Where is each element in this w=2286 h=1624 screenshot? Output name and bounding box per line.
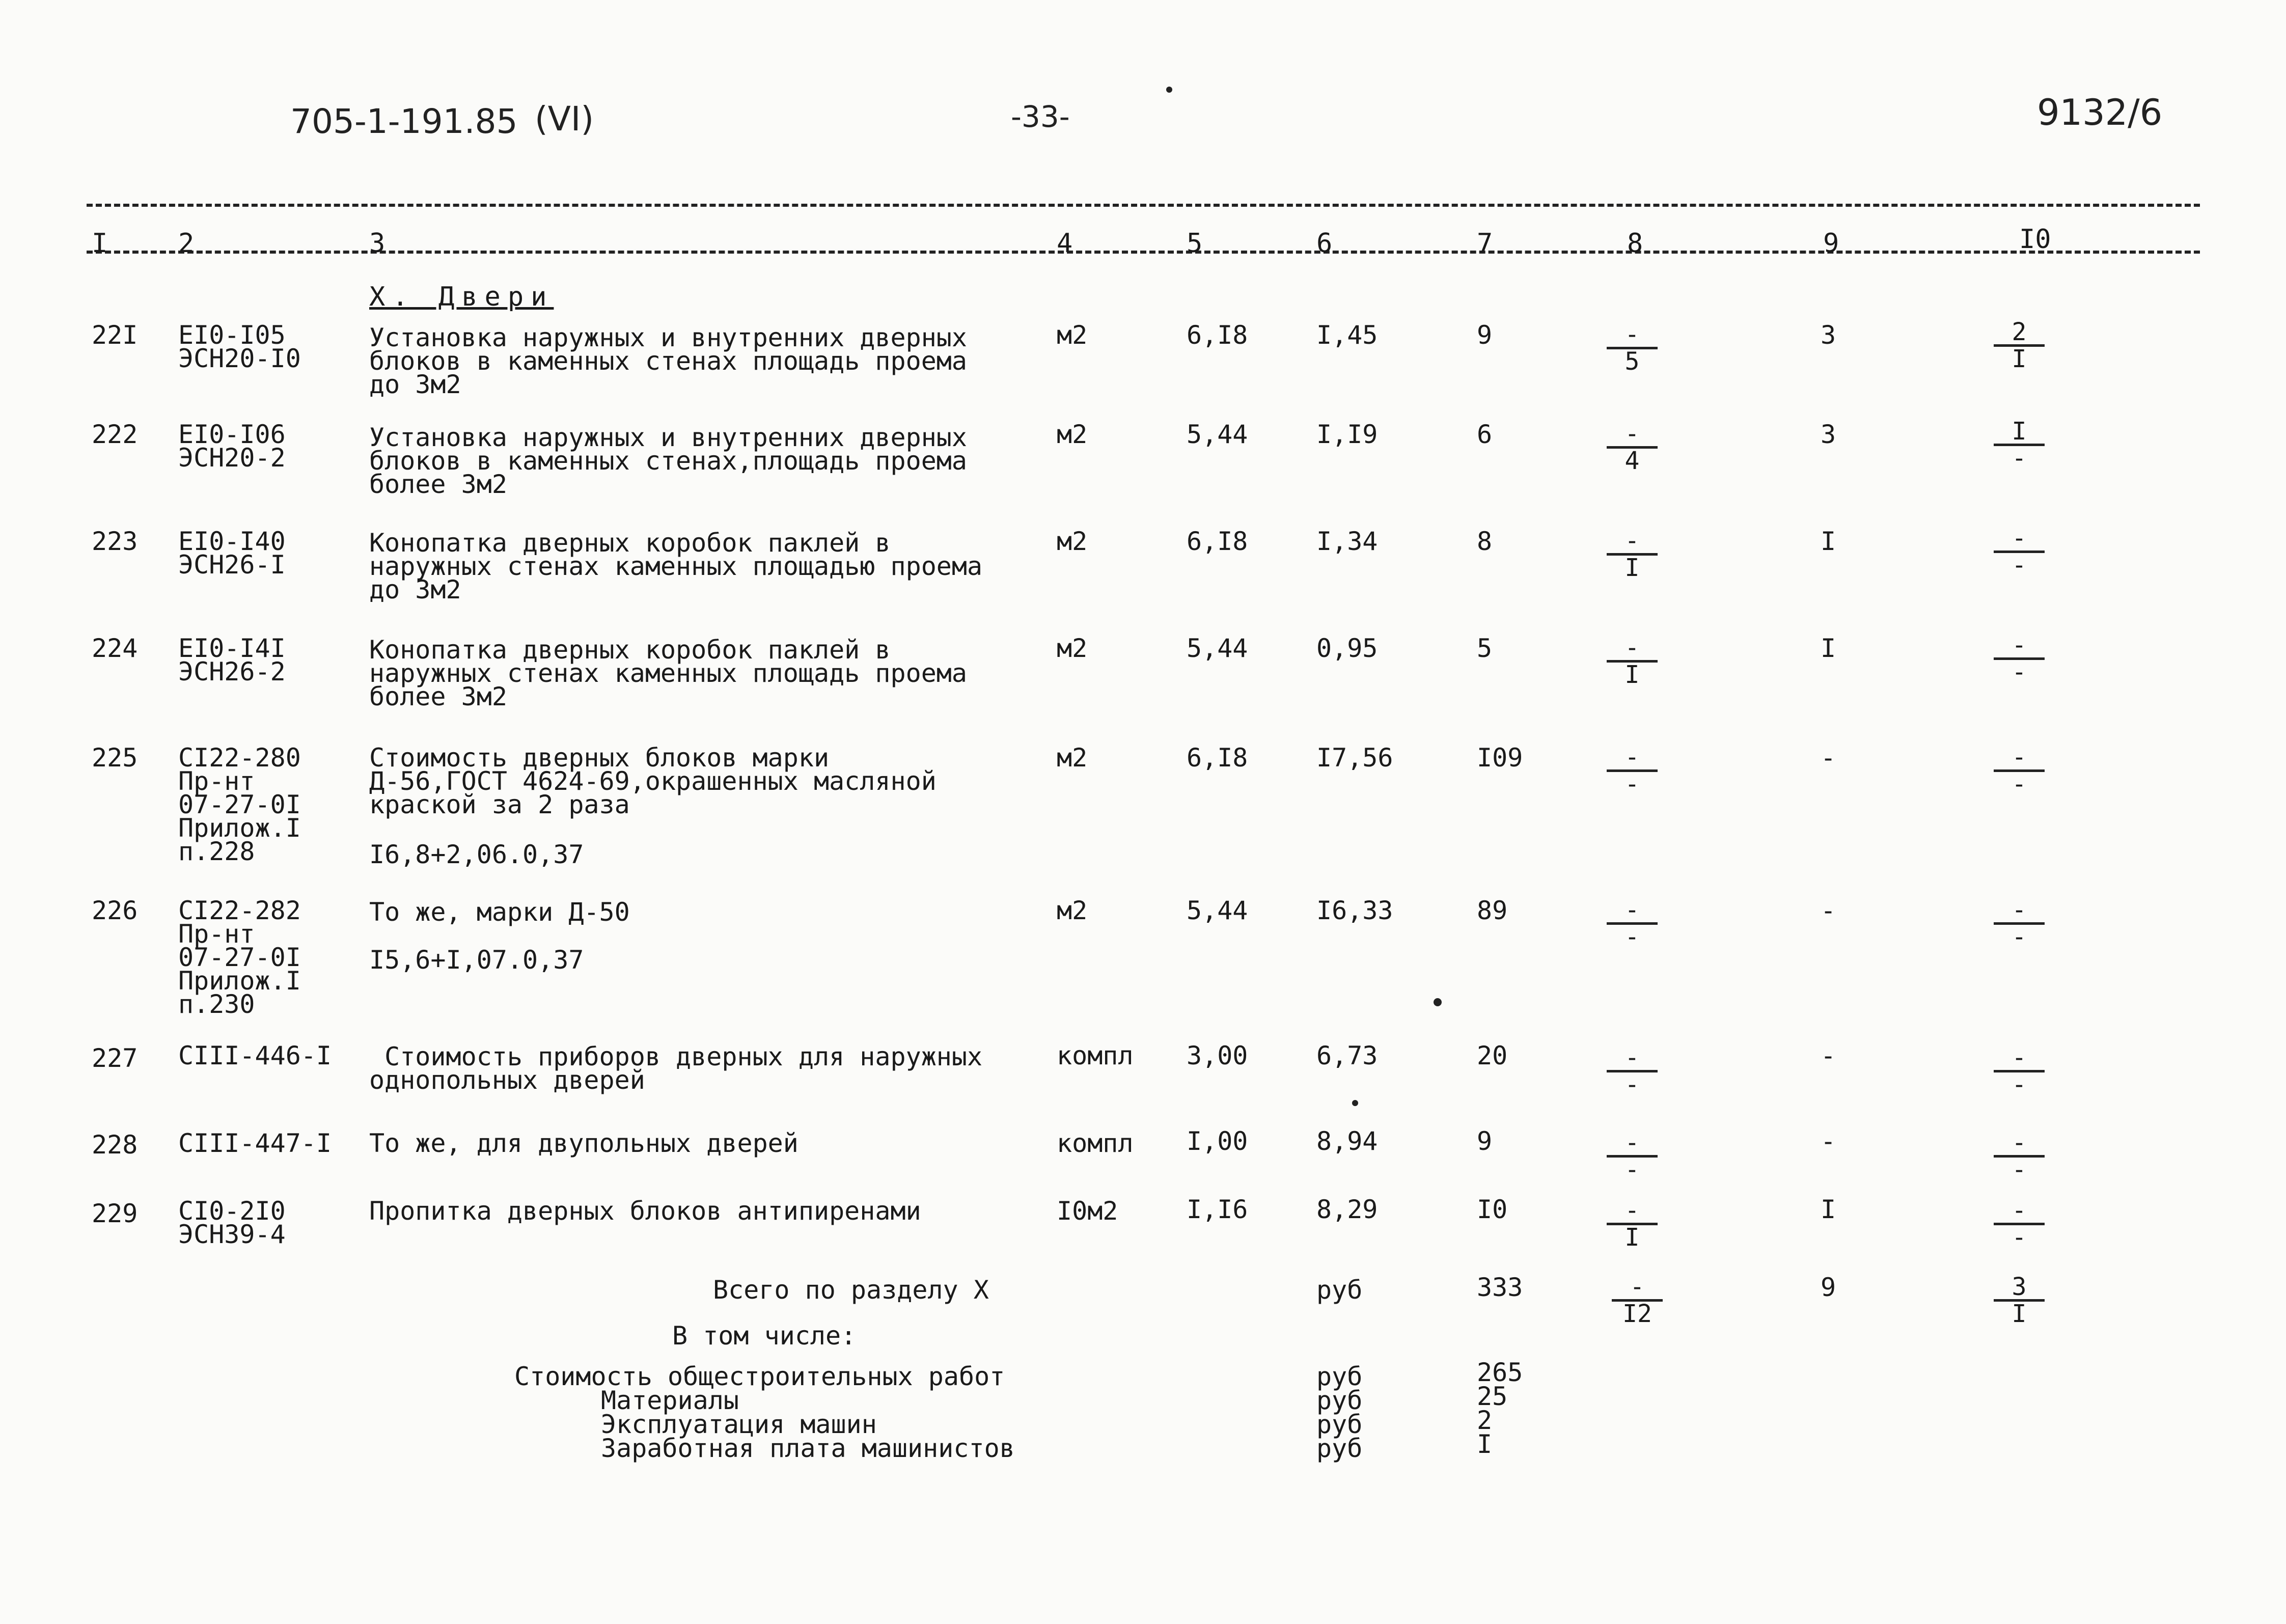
col8-denominator: - — [1624, 770, 1640, 799]
column-header-5: 5 — [1187, 228, 1203, 259]
col8-denominator: I — [1624, 554, 1640, 582]
column-header-1: I — [92, 228, 108, 259]
column-header-3: 3 — [369, 228, 385, 259]
col9-value: - — [1821, 896, 1836, 925]
norm-code: EI0-I4I ЭСН26-2 — [178, 634, 286, 686]
col10-denominator: - — [2012, 444, 2027, 473]
col9-value: - — [1821, 743, 1836, 773]
price-formula: I5,6+I,07.0,37 — [369, 945, 584, 975]
col10-denominator: - — [2012, 1223, 2027, 1252]
work-description: Установка наружных и внутренних дверных блоков в каменных стенах,площадь проема более 3м2 — [369, 423, 967, 499]
col8-fraction — [1607, 743, 1658, 799]
col9-value: - — [1821, 1041, 1836, 1070]
col10-fraction — [1994, 417, 2045, 473]
norm-code: EI0-I05 ЭСН20-I0 — [178, 320, 301, 373]
col9-value: I — [1821, 634, 1836, 663]
col8-numerator: - — [1624, 1128, 1640, 1157]
unit: компл — [1057, 1128, 1134, 1158]
col8-denominator: - — [1624, 1070, 1640, 1099]
work-description: Стоимость приборов дверных для наружных однопольных дверей — [369, 1042, 983, 1095]
col10-numerator: 2 — [2012, 318, 2027, 346]
column-header-4: 4 — [1057, 228, 1073, 259]
work-description: То же, марки Д-50 — [369, 897, 630, 927]
col8-denominator: 5 — [1624, 347, 1640, 376]
section-total-unit: руб — [1316, 1275, 1363, 1305]
unit: I0м2 — [1057, 1196, 1118, 1226]
breakdown-value: I — [1477, 1429, 1493, 1459]
col10-denominator: I — [2012, 345, 2027, 373]
column-header-2: 2 — [178, 228, 195, 259]
col9-value: - — [1821, 1126, 1836, 1156]
header-bottom-rule — [87, 251, 2200, 254]
work-description: Пропитка дверных блоков антипиренами — [369, 1196, 921, 1226]
row-number: 226 — [92, 896, 138, 925]
unit-price: 8,94 — [1316, 1126, 1378, 1156]
col8-fraction — [1607, 1043, 1658, 1099]
row-number: 224 — [92, 634, 138, 663]
row-number: 229 — [92, 1199, 138, 1228]
unit: м2 — [1057, 743, 1088, 773]
col10-fraction — [1994, 631, 2045, 686]
norm-code: CI0-2I0 ЭСН39-4 — [178, 1196, 286, 1249]
unit: м2 — [1057, 420, 1088, 449]
row-number: 223 — [92, 527, 138, 556]
unit-price: I,I9 — [1316, 420, 1378, 449]
unit-price: I7,56 — [1316, 743, 1393, 773]
unit-price: I,34 — [1316, 527, 1378, 556]
col8-denominator: - — [1624, 1155, 1640, 1184]
total-cost: I0 — [1477, 1195, 1508, 1224]
breakdown-unit: руб — [1316, 1410, 1363, 1439]
col8-fraction — [1607, 634, 1658, 689]
quantity: 3,00 — [1187, 1041, 1248, 1070]
norm-code: CI22-282 Пр-нт 07-27-0I Прилож.I п.230 — [178, 896, 301, 1019]
work-description: Установка наружных и внутренних дверных блоков в каменных стенах площадь проема до 3м2 — [369, 323, 967, 399]
total-cost: 5 — [1477, 634, 1493, 663]
quantity: 5,44 — [1187, 634, 1248, 663]
column-header-9: 9 — [1823, 228, 1839, 259]
unit-price: 0,95 — [1316, 634, 1378, 663]
col8-fraction — [1607, 320, 1658, 376]
col8-numerator: - — [1624, 320, 1640, 349]
unit-price: I,45 — [1316, 320, 1378, 350]
total-cost: 20 — [1477, 1041, 1508, 1070]
col9-value: 3 — [1821, 320, 1836, 350]
col10-numerator: - — [2012, 1128, 2027, 1157]
norm-code: EI0-I06 ЭСН20-2 — [178, 420, 286, 473]
total-cost: 9 — [1477, 1126, 1493, 1156]
unit-price: 6,73 — [1316, 1041, 1378, 1070]
norm-code: CIII-446-I — [178, 1041, 332, 1070]
col10-denominator: - — [2012, 1070, 2027, 1099]
total-cost: 8 — [1477, 527, 1493, 556]
col8-fraction — [1607, 1128, 1658, 1184]
col8-numerator: - — [1624, 896, 1640, 924]
col10-denominator: - — [2012, 551, 2027, 580]
breakdown-label: Эксплуатация машин — [601, 1410, 877, 1439]
col10-denominator: - — [2012, 658, 2027, 686]
col9-value: I — [1821, 527, 1836, 556]
quantity: 6,I8 — [1187, 527, 1248, 556]
breakdown-value: 265 — [1477, 1358, 1523, 1387]
total-col9-value: 9 — [1821, 1273, 1836, 1302]
column-header-8: 8 — [1627, 228, 1643, 259]
quantity: 6,I8 — [1187, 743, 1248, 773]
col8-fraction — [1607, 896, 1658, 951]
col8-denominator: I — [1624, 660, 1640, 689]
unit-price: I6,33 — [1316, 896, 1393, 925]
col10-fraction — [1994, 743, 2045, 799]
column-header-7: 7 — [1477, 228, 1493, 259]
work-description: То же, для двупольных дверей — [369, 1128, 798, 1158]
col8-denominator: I2 — [1622, 1300, 1652, 1328]
col10-fraction — [1994, 318, 2045, 373]
unit: м2 — [1057, 896, 1088, 925]
col10-denominator: - — [2012, 923, 2027, 951]
breakdown-label: Материалы — [601, 1386, 739, 1415]
row-number: 227 — [92, 1043, 138, 1073]
col8-fraction — [1607, 420, 1658, 475]
work-description: Конопатка дверных коробок паклей в наружных стенах каменных площадь проема более 3м2 — [369, 635, 967, 711]
row-number: 222 — [92, 420, 138, 449]
col10-fraction — [1994, 524, 2045, 580]
quantity: 5,44 — [1187, 420, 1248, 449]
norm-code: CI22-280 Пр-нт 07-27-0I Прилож.I п.228 — [178, 743, 301, 866]
work-description: Конопатка дверных коробок паклей в наружных стенах каменных площадью проема до 3м2 — [369, 528, 983, 604]
col8-numerator: - — [1624, 1043, 1640, 1072]
including-label: В том числе: — [672, 1321, 857, 1351]
section-total-cost: 333 — [1477, 1273, 1523, 1302]
col10-denominator: - — [2012, 770, 2027, 799]
quantity: 5,44 — [1187, 896, 1248, 925]
unit: м2 — [1057, 634, 1088, 663]
col10-numerator: - — [2012, 743, 2027, 772]
breakdown-label: Стоимость общестроительных работ — [514, 1362, 1005, 1391]
unit: компл — [1057, 1041, 1134, 1070]
table-top-rule — [87, 204, 2200, 207]
total-col8-fraction — [1612, 1273, 1663, 1328]
col8-denominator: 4 — [1624, 447, 1640, 475]
col8-numerator: - — [1630, 1273, 1645, 1301]
col8-numerator: - — [1624, 634, 1640, 662]
col10-numerator: - — [2012, 896, 2027, 924]
section-title: X. Двери — [369, 282, 554, 312]
sheet-number: 9132/6 — [2037, 92, 2163, 133]
col8-numerator: - — [1624, 420, 1640, 448]
col10-numerator: I — [2012, 417, 2027, 446]
total-cost: 6 — [1477, 420, 1493, 449]
col8-denominator: - — [1624, 923, 1640, 951]
col10-fraction — [1994, 1196, 2045, 1252]
row-number: 225 — [92, 743, 138, 773]
total-col10-fraction — [1994, 1273, 2045, 1328]
col10-fraction — [1994, 1128, 2045, 1184]
scan-speck — [1434, 998, 1442, 1006]
column-header-10: I0 — [2019, 224, 2051, 255]
col10-numerator: - — [2012, 1196, 2027, 1225]
scan-speck — [1166, 87, 1172, 93]
breakdown-label: Заработная плата машинистов — [601, 1434, 1015, 1463]
breakdown-unit: руб — [1316, 1434, 1363, 1463]
col8-numerator: - — [1624, 527, 1640, 555]
col10-numerator: - — [2012, 1043, 2027, 1072]
col9-value: I — [1821, 1195, 1836, 1224]
quantity: I,I6 — [1187, 1195, 1248, 1224]
col9-value: 3 — [1821, 420, 1836, 449]
norm-code: EI0-I40 ЭСН26-I — [178, 527, 286, 580]
col10-numerator: 3 — [2012, 1273, 2027, 1301]
col8-numerator: - — [1624, 1196, 1640, 1225]
total-cost: I09 — [1477, 743, 1523, 773]
col10-denominator: I — [2012, 1300, 2027, 1328]
col8-fraction — [1607, 1196, 1658, 1252]
page-number: -33- — [1011, 99, 1070, 134]
section-total-label: Всего по разделу X — [713, 1275, 989, 1305]
col8-fraction — [1607, 527, 1658, 582]
unit-price: 8,29 — [1316, 1195, 1378, 1224]
quantity: I,00 — [1187, 1126, 1248, 1156]
work-description: Стоимость дверных блоков марки Д-56,ГОСТ 4624-69,окрашенных масляной краской за 2 раза — [369, 743, 937, 819]
norm-code: CIII-447-I — [178, 1128, 332, 1158]
col10-fraction — [1994, 1043, 2045, 1099]
total-cost: 9 — [1477, 320, 1493, 350]
row-number: 228 — [92, 1130, 138, 1160]
document-code: 705-1-191.85 — [290, 102, 518, 141]
total-cost: 89 — [1477, 896, 1508, 925]
col10-denominator: - — [2012, 1155, 2027, 1184]
scan-speck — [1352, 1100, 1358, 1106]
col8-denominator: I — [1624, 1223, 1640, 1252]
col10-fraction — [1994, 896, 2045, 951]
col8-numerator: - — [1624, 743, 1640, 772]
unit: м2 — [1057, 527, 1088, 556]
column-header-6: 6 — [1316, 228, 1333, 259]
breakdown-unit: руб — [1316, 1386, 1363, 1415]
unit: м2 — [1057, 320, 1088, 350]
breakdown-value: 2 — [1477, 1406, 1493, 1435]
breakdown-value: 25 — [1477, 1382, 1508, 1411]
breakdown-unit: руб — [1316, 1362, 1363, 1391]
price-formula: I6,8+2,06.0,37 — [369, 840, 584, 869]
volume-number: (VI) — [535, 99, 594, 139]
quantity: 6,I8 — [1187, 320, 1248, 350]
row-number: 22I — [92, 320, 138, 350]
col10-numerator: - — [2012, 631, 2027, 659]
col10-numerator: - — [2012, 524, 2027, 553]
